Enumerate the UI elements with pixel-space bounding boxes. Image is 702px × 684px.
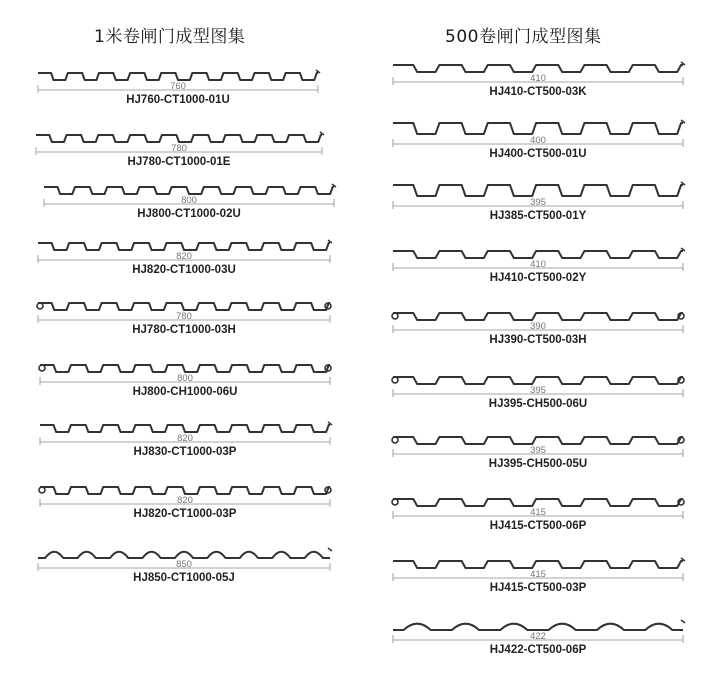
profile-code: HJ410-CT500-03K bbox=[489, 86, 587, 98]
profile-outline bbox=[393, 561, 683, 568]
profile-code: HJ390-CT500-03H bbox=[489, 334, 587, 346]
width-label: 395 bbox=[530, 197, 546, 208]
profile-outline bbox=[393, 123, 683, 134]
right-profile-1 bbox=[393, 62, 685, 98]
width-label: 415 bbox=[530, 569, 546, 580]
profile-code: HJ830-CT1000-03P bbox=[133, 446, 237, 458]
width-label: 780 bbox=[176, 311, 192, 322]
width-label: 390 bbox=[530, 321, 546, 332]
profile-outline bbox=[393, 185, 683, 196]
width-label: 415 bbox=[530, 507, 546, 518]
profile-outline bbox=[40, 487, 330, 494]
width-label: 820 bbox=[176, 251, 192, 262]
right-column-title: 500卷闸门成型图集 bbox=[445, 27, 602, 47]
profile-code: HJ760-CT1000-01U bbox=[126, 94, 230, 106]
left-profile-5 bbox=[37, 303, 331, 336]
profile-code: HJ400-CT500-01U bbox=[489, 148, 587, 160]
profile-outline bbox=[44, 187, 334, 194]
profile-outline bbox=[393, 377, 683, 384]
profile-code: HJ800-CH1000-06U bbox=[132, 386, 238, 398]
left-profile-8 bbox=[39, 487, 331, 520]
right-profile-5 bbox=[392, 313, 684, 346]
width-label: 410 bbox=[530, 73, 546, 84]
profile-outline bbox=[393, 65, 683, 72]
profile-outline bbox=[36, 135, 322, 142]
profile-code: HJ422-CT500-06P bbox=[489, 644, 587, 656]
profile-code: HJ800-CT1000-02U bbox=[137, 208, 241, 220]
left-profile-6 bbox=[39, 365, 331, 398]
left-column-title: 1米卷闸门成型图集 bbox=[94, 27, 246, 47]
right-profile-8 bbox=[392, 499, 684, 532]
width-label: 400 bbox=[530, 135, 546, 146]
width-label: 395 bbox=[530, 445, 546, 456]
hook-mark bbox=[681, 620, 685, 623]
width-label: 850 bbox=[176, 559, 192, 570]
right-profile-9 bbox=[393, 558, 685, 594]
profile-outline bbox=[393, 624, 683, 630]
width-label: 760 bbox=[170, 81, 186, 92]
profile-code: HJ820-CT1000-03U bbox=[132, 264, 236, 276]
profile-outline bbox=[393, 251, 683, 258]
hook-mark bbox=[328, 548, 332, 551]
left-profile-7 bbox=[40, 422, 332, 458]
profile-code: HJ415-CT500-03P bbox=[489, 582, 587, 594]
width-label: 780 bbox=[171, 143, 187, 154]
profile-code: HJ395-CH500-05U bbox=[488, 458, 588, 470]
left-profile-9 bbox=[38, 548, 332, 584]
profile-code: HJ395-CH500-06U bbox=[488, 398, 588, 410]
profile-outline bbox=[38, 243, 330, 250]
profile-outline bbox=[393, 313, 683, 320]
left-profile-3 bbox=[44, 184, 336, 220]
profile-outline bbox=[38, 552, 330, 558]
profile-outline bbox=[393, 437, 683, 444]
width-label: 422 bbox=[530, 631, 546, 642]
profile-outline bbox=[38, 73, 318, 80]
left-profile-4 bbox=[38, 240, 332, 276]
left-profile-1 bbox=[38, 70, 320, 106]
right-profile-2 bbox=[393, 120, 685, 160]
profile-outline bbox=[38, 303, 330, 310]
profile-code: HJ385-CT500-01Y bbox=[489, 210, 587, 222]
profile-outline bbox=[40, 365, 330, 372]
profile-code: HJ780-CT1000-03H bbox=[132, 324, 236, 336]
profile-outline bbox=[393, 499, 683, 506]
profile-code: HJ410-CT500-02Y bbox=[489, 272, 587, 284]
width-label: 800 bbox=[181, 195, 197, 206]
width-label: 820 bbox=[177, 495, 193, 506]
profile-outline bbox=[40, 425, 330, 432]
right-profile-10 bbox=[393, 620, 685, 656]
left-profile-2 bbox=[36, 132, 324, 168]
profile-code: HJ780-CT1000-01E bbox=[127, 156, 231, 168]
width-label: 820 bbox=[177, 433, 193, 444]
width-label: 395 bbox=[530, 385, 546, 396]
right-profile-6 bbox=[392, 377, 684, 410]
profile-code: HJ850-CT1000-05J bbox=[133, 572, 235, 584]
profile-code: HJ415-CT500-06P bbox=[489, 520, 587, 532]
right-profile-4 bbox=[393, 248, 685, 284]
profile-code: HJ820-CT1000-03P bbox=[133, 508, 237, 520]
width-label: 800 bbox=[177, 373, 193, 384]
width-label: 410 bbox=[530, 259, 546, 270]
right-profile-7 bbox=[392, 437, 684, 470]
right-profile-3 bbox=[393, 182, 685, 222]
